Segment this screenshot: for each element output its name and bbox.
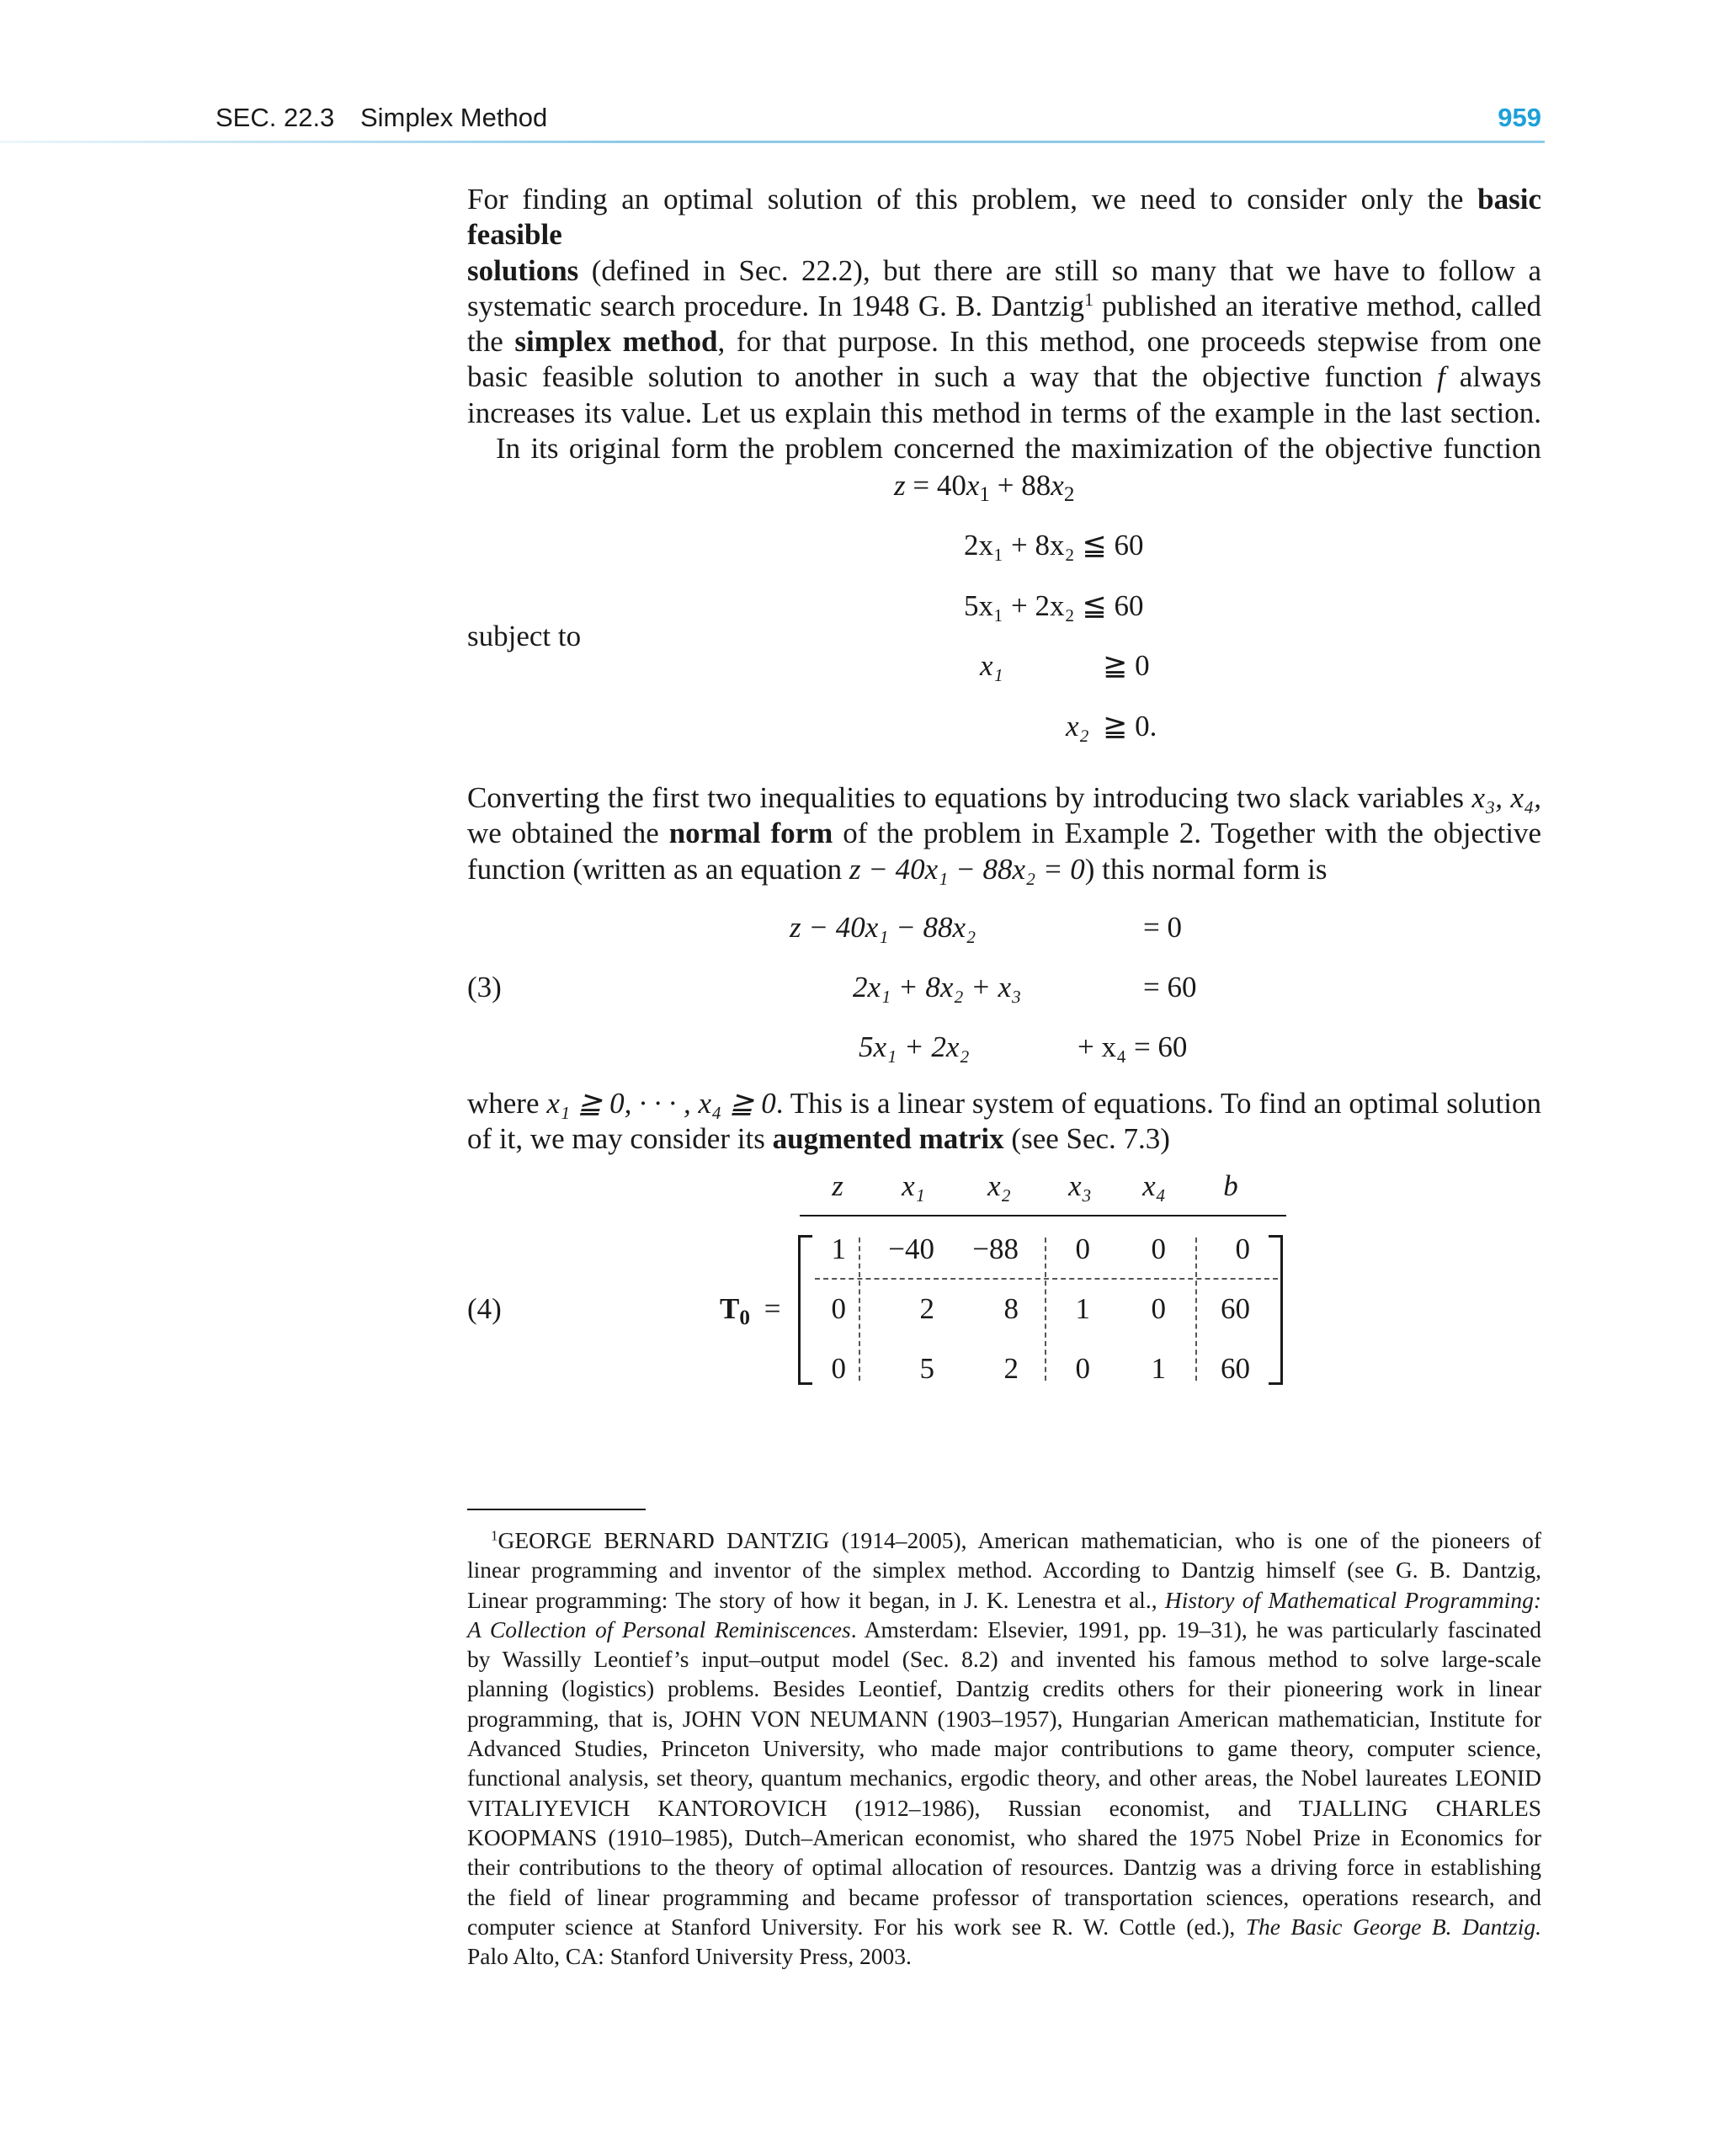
column-head-x2: x₂ bbox=[987, 1169, 1011, 1202]
text-line: basic feasible solution to another in such a way that the objective function f always bbox=[467, 360, 1541, 394]
normal-form-paragraph bbox=[467, 780, 1541, 887]
text-line: solutions (defined in Sec. 22.2), but there are still so many that we have to follow a bbox=[467, 253, 1541, 287]
system-row-2-rhs: = 60 bbox=[1143, 971, 1197, 1003]
tableau-name: $T_0$ = bbox=[720, 1292, 781, 1330]
tableau-cell: 5 bbox=[919, 1352, 934, 1385]
constraint-4-lhs: x₂ bbox=[1066, 710, 1089, 743]
tableau-cell: 1 bbox=[1151, 1352, 1166, 1385]
footnote-line: their contributions to the theory of optimal allocation of resources. Dantzig was a driving force in establishing bbox=[467, 1854, 1541, 1881]
subject-to-label: subject to bbox=[467, 620, 582, 652]
constraint-1: 2x₁ + 8x₂ ≦ 60 bbox=[964, 529, 1144, 562]
partition-line bbox=[1045, 1238, 1046, 1381]
tableau-cell: 0 bbox=[831, 1292, 846, 1325]
column-head-b: b bbox=[1223, 1169, 1238, 1202]
partition-line bbox=[815, 1278, 1278, 1280]
tableau-cell: 2 bbox=[1003, 1352, 1019, 1385]
tableau-cell: 0 bbox=[1151, 1232, 1166, 1265]
footnote-line: by Wassilly Leontief’s input–output model (Sec. 8.2) and invented his famous method to solve large-scale bbox=[467, 1646, 1541, 1673]
footnote-line: linear programming and inventor of the simplex method. According to Dantzig himself (see G. B. Dantzig, bbox=[467, 1557, 1541, 1584]
constraint-3-rhs: ≧ 0 bbox=[1103, 649, 1150, 682]
tableau-cell: 60 bbox=[1221, 1352, 1250, 1385]
constraint-3-lhs: x₁ bbox=[980, 649, 1003, 682]
footnote-line: functional analysis, set theory, quantum mechanics, ergodic theory, and other areas, the Nobel laureates LEONID bbox=[467, 1765, 1541, 1791]
footnote-line: Advanced Studies, Princeton University, who made major contributions to game theory, computer science, bbox=[467, 1735, 1541, 1762]
objective-function: $z = 40x_1 + 88x_2$ bbox=[894, 469, 1075, 507]
footnote-line: $^1$GEORGE BERNARD DANTZIG (1914–2005), American mathematician, who is one of the pioneers of bbox=[491, 1527, 1541, 1553]
tableau-cell: 0 bbox=[1151, 1292, 1166, 1325]
footnote-line: Linear programming: The story of how it began, in J. K. Lenestra et al., History of Mathematical Programming: bbox=[467, 1586, 1541, 1613]
footnote-line: planning (logistics) problems. Besides Leontief, Dantzig credits others for their pioneering work in linear bbox=[467, 1675, 1541, 1702]
equation-number-3: (3) bbox=[467, 971, 502, 1003]
text-line: we obtained the normal form of the problem in Example 2. Together with the objective bbox=[467, 817, 1542, 850]
augmented-matrix-paragraph bbox=[467, 1086, 1541, 1158]
footnote-line: KOOPMANS (1910–1985), Dutch–American economist, who shared the 1975 Nobel Prize in Economics for bbox=[467, 1823, 1541, 1850]
text-line: In its original form the problem concerned the maximization of the objective function bbox=[496, 432, 1541, 466]
constraint-4-rhs: ≧ 0. bbox=[1103, 710, 1157, 743]
text-line: function (written as an equation z − 40x₁ − 88x₂ = 0) this normal form is bbox=[467, 852, 1328, 886]
tableau-cell: −88 bbox=[972, 1232, 1019, 1265]
running-header bbox=[216, 103, 547, 133]
text-line: the simplex method, for that purpose. In this method, one proceeds stepwise from one bbox=[467, 325, 1541, 359]
tableau-cell: 1 bbox=[831, 1232, 846, 1265]
system-row-3-rhs: + x₄ = 60 bbox=[1078, 1030, 1188, 1063]
tableau-cell: 60 bbox=[1221, 1292, 1250, 1325]
system-row-2-lhs: 2x₁ + 8x₂ + x₃ bbox=[853, 971, 1022, 1003]
partition-line bbox=[1195, 1238, 1197, 1381]
footnote-line: VITALIYEVICH KANTOROVICH (1912–1986), Russian economist, and TJALLING CHARLES bbox=[467, 1794, 1541, 1821]
constraint-2: 5x₁ + 2x₂ ≦ 60 bbox=[964, 589, 1144, 622]
text-line: of it, we may consider its augmented matrix (see Sec. 7.3) bbox=[467, 1122, 1170, 1156]
text-line: increases its value. Let us explain this method in terms of the example in the last section. bbox=[467, 396, 1541, 429]
section-number: SEC. 22.3 bbox=[216, 103, 335, 132]
partition-line bbox=[859, 1238, 860, 1381]
tableau-cell: 0 bbox=[831, 1352, 846, 1385]
column-head-x4: x₄ bbox=[1142, 1169, 1166, 1202]
left-bracket bbox=[798, 1235, 812, 1385]
header-underline bbox=[800, 1215, 1286, 1216]
tableau-cell: −40 bbox=[888, 1232, 934, 1265]
footnote-line: the field of linear programming and became professor of transportation sciences, operations research, and bbox=[467, 1883, 1541, 1910]
tableau-cell: 2 bbox=[919, 1292, 934, 1325]
right-bracket bbox=[1269, 1235, 1283, 1385]
tableau-cell: 0 bbox=[1235, 1232, 1250, 1265]
footnote-line: Palo Alto, CA: Stanford University Press, 2003. bbox=[467, 1943, 912, 1970]
section-title: Simplex Method bbox=[359, 103, 548, 132]
equation-number-4: (4) bbox=[467, 1292, 502, 1325]
column-head-x1: x₁ bbox=[902, 1169, 925, 1202]
page-number: 959 bbox=[1498, 103, 1541, 132]
footnote-line: A Collection of Personal Reminiscences. Amsterdam: Elsevier, 1991, pp. 19–31), he was particularly fascinated bbox=[467, 1616, 1541, 1642]
system-row-3-lhs: 5x₁ + 2x₂ bbox=[859, 1030, 970, 1063]
column-head-z: z bbox=[832, 1169, 843, 1202]
text-line: For finding an optimal solution of this problem, we need to consider only the basic feasible bbox=[467, 183, 1541, 252]
intro-paragraph bbox=[467, 182, 1541, 466]
footnote-line: programming, that is, JOHN VON NEUMANN (1903–1957), Hungarian American mathematician, Institute for bbox=[467, 1705, 1541, 1732]
header-rule bbox=[0, 141, 1545, 143]
tableau-cell: 8 bbox=[1003, 1292, 1019, 1325]
system-row-1-lhs: z − 40x₁ − 88x₂ bbox=[790, 911, 976, 944]
tableau-cell: 0 bbox=[1075, 1232, 1090, 1265]
footnote-line: computer science at Stanford University. For his work see R. W. Cottle (ed.), The Basic George B. Dantzig. bbox=[467, 1913, 1541, 1940]
tableau-cell: 1 bbox=[1075, 1292, 1090, 1325]
system-row-1-rhs: = 0 bbox=[1143, 911, 1182, 944]
tableau-cell: 0 bbox=[1075, 1352, 1090, 1385]
text-line: systematic search procedure. In 1948 G. B. Dantzig$^1$ published an iterative method, called bbox=[467, 289, 1541, 322]
footnote-rule bbox=[467, 1509, 646, 1510]
text-line: Converting the first two inequalities to equations by introducing two slack variables x₃, x₄, bbox=[467, 781, 1542, 814]
column-head-x3: x₃ bbox=[1068, 1169, 1092, 1202]
footnote-marker: 1 bbox=[491, 1527, 498, 1544]
footnote bbox=[467, 1525, 1541, 1971]
text-line: where x₁ ≧ 0, · · · , x₄ ≧ 0. This is a linear system of equations. To find an optimal solution bbox=[467, 1087, 1541, 1120]
